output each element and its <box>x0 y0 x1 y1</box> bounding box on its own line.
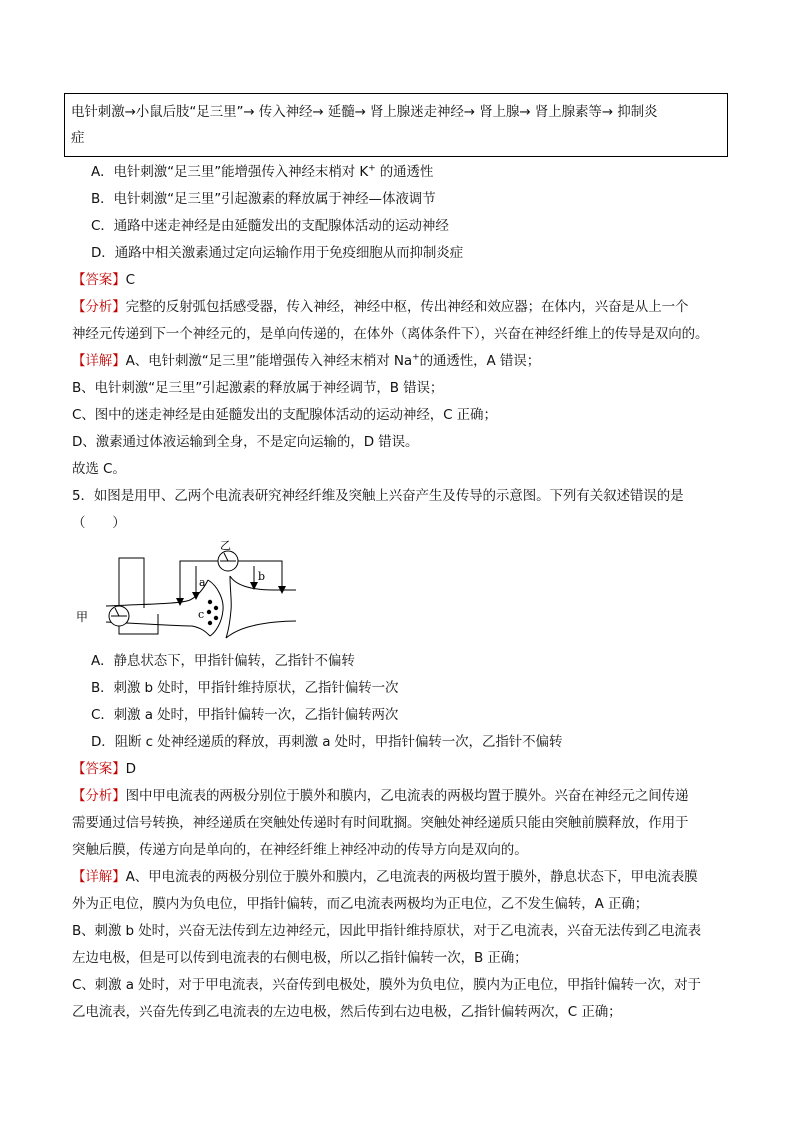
vesicle <box>214 606 218 610</box>
q4-option-c: C．通路中迷走神经是由延髓发出的支配腺体活动的运动神经 <box>91 218 449 234</box>
postsynaptic-lower-membrane <box>226 621 296 638</box>
label-b: b <box>258 570 266 583</box>
q5-option-c: C．刺激 a 处时，甲指针偏转一次，乙指针偏转两次 <box>91 707 399 723</box>
q4-detail-c: C、图中的迷走神经是由延髓发出的支配腺体活动的运动神经，C 正确； <box>72 407 497 423</box>
vesicle <box>207 610 211 614</box>
q5-analysis-line-3: 突触后膜，传递方向是单向的，在神经纤维上神经冲动的传导方向是双向的。 <box>72 842 528 858</box>
q5-stem-line-1: 5．如图是用甲、乙两个电流表研究神经纤维及突触上兴奋产生及传导的示意图。下列有关叙述错误的是 <box>72 488 684 504</box>
q5-option-d: D．阻断 c 处神经递质的释放，再刺激 a 处时，甲指针偏转一次，乙指针不偏转 <box>91 734 563 750</box>
neuron-synapse-diagram <box>68 540 298 640</box>
stimulus-arrow-a-head <box>192 592 200 600</box>
q5-option-b: B．刺激 b 处时，甲指针维持原状，乙指针偏转一次 <box>91 680 399 696</box>
q4-option-d: D．通路中相关激素通过定向运输作用于免疫细胞从而抑制炎症 <box>91 245 464 261</box>
postsynaptic-left-edge <box>226 576 231 638</box>
q5-answer: 【答案】D <box>72 761 136 777</box>
vesicle <box>208 621 212 625</box>
q5-analysis-line-1: 【分析】图中甲电流表的两极分别位于膜外和膜内，乙电流表的两极均置于膜外。兴奋在神经元之间传递 <box>72 788 689 804</box>
vesicle <box>214 616 218 620</box>
vesicle <box>208 600 212 604</box>
label-c: c <box>198 608 205 621</box>
label-yi: 乙 <box>220 540 231 552</box>
q5-option-a: A．静息状态下，甲指针偏转，乙指针不偏转 <box>91 653 355 669</box>
pathway-line-2: 症 <box>71 130 85 146</box>
q5-detail-line-6: 乙电流表，兴奋先传到乙电流表的左边电极，然后传到右边电极，乙指针偏转两次，C 正确； <box>72 1004 622 1020</box>
q5-detail-line-2: 外为正电位，膜内为负电位，甲指针偏转，而乙电流表两极均为正电位，乙不发生偏转，A 正确； <box>72 896 649 912</box>
q4-detail-b: B、电针刺激“足三里”引起激素的释放属于神经调节，B 错误； <box>72 380 444 396</box>
q5-analysis-line-2: 需要通过信号转换，神经递质在突触处传递时有时间耽搁。突触处神经递质只能由突触前膜释放，作用于 <box>72 815 689 831</box>
label-jia: 甲 <box>76 610 89 624</box>
q4-analysis-line-1: 【分析】完整的反射弧包括感受器，传入神经，神经中枢，传出神经和效应器；在体内，兴奋是从上一个 <box>72 299 689 315</box>
pathway-line-1: 电针刺激→小鼠后肢“足三里”→ 传入神经→ 延髓→ 肾上腺迷走神经→ 肾上腺→ 肾上腺素等→ 抑制炎 <box>71 104 658 120</box>
label-a: a <box>199 576 206 589</box>
pathway-box <box>64 93 728 157</box>
q4-detail-a: 【详解】A、电针刺激“足三里”能增强传入神经末梢对 Na+的通透性，A 错误； <box>72 352 541 369</box>
q5-detail-line-4: 左边电极，但是可以传到电流表的右侧电极，所以乙指针偏转一次，B 正确； <box>72 950 528 966</box>
q4-detail-d: D、激素通过体液运输到全身，不是定向运输的，D 错误。 <box>72 434 419 450</box>
q5-detail-line-3: B、刺激 b 处时，兴奋无法传到左边神经元，因此甲指针维持原状，对于乙电流表，兴奋无法传到乙电流表 <box>72 923 702 939</box>
q4-analysis-line-2: 神经元传递到下一个神经元的，是单向传递的，在体外（离体条件下），兴奋在神经纤维上的传导是双向的。 <box>72 326 709 342</box>
q5-stem-line-2: （ ） <box>72 515 126 531</box>
q4-option-a: A．电针刺激“足三里”能增强传入神经末梢对 K+ 的通透性 <box>91 163 434 180</box>
q4-conclusion: 故选 C。 <box>72 461 126 477</box>
q5-detail-line-5: C、刺激 a 处时，对于甲电流表，兴奋传到电极处，膜外为负电位，膜内为正电位，甲指针偏转一次，对于 <box>72 977 701 993</box>
q4-option-b: B．电针刺激“足三里”引起激素的释放属于神经—体液调节 <box>91 191 436 207</box>
q5-detail-line-1: 【详解】A、甲电流表的两极分别位于膜外和膜内，乙电流表的两极均置于膜外，静息状态下，甲电流表膜 <box>72 869 698 885</box>
q4-answer: 【答案】C <box>72 272 135 288</box>
